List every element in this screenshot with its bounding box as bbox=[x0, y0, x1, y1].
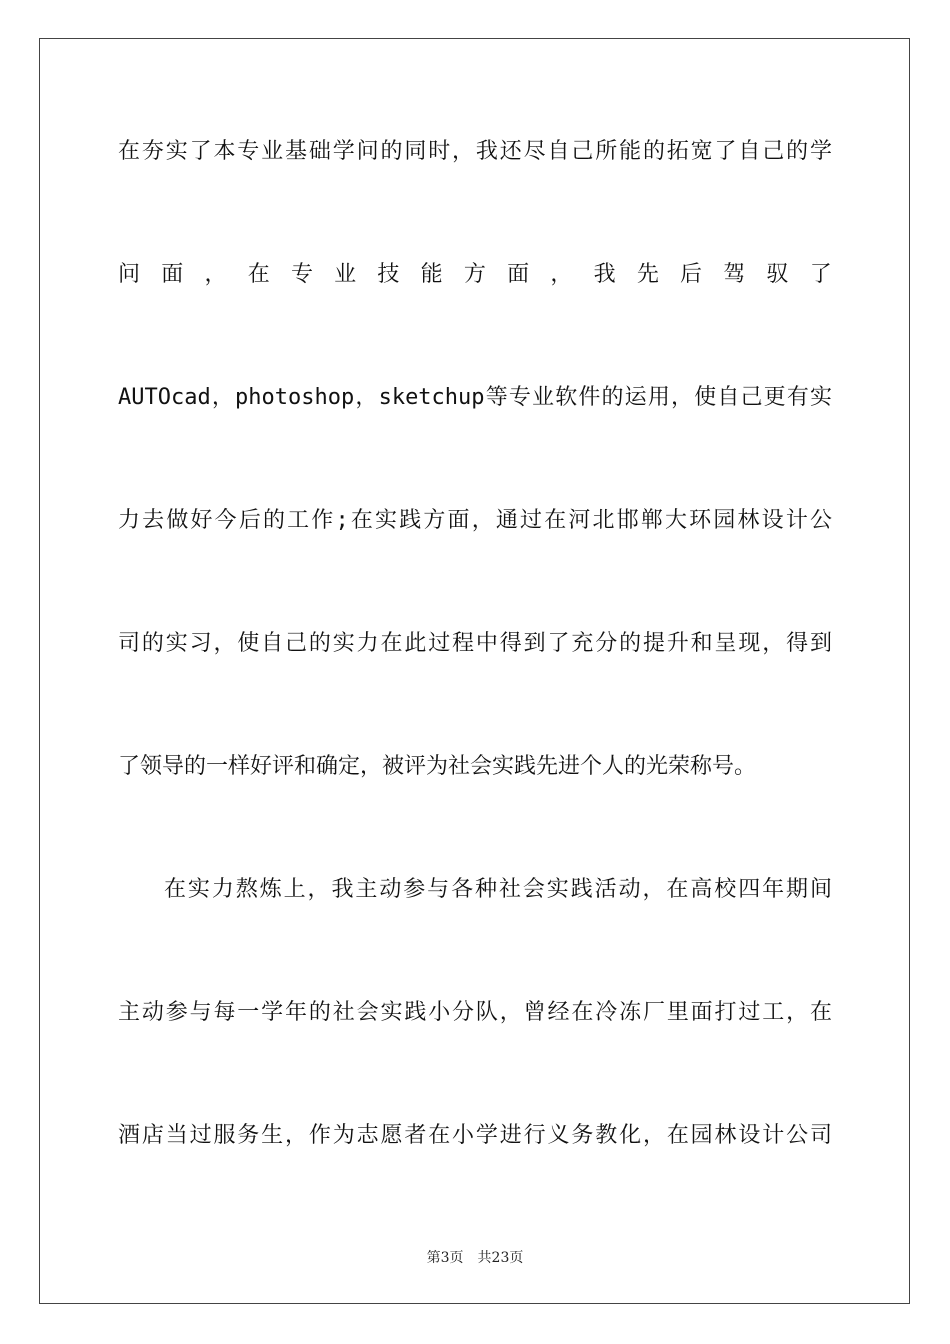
line-2-char: 面 bbox=[507, 262, 530, 287]
body-line-8: 主动参与每一学年的社会实践小分队，曾经在冷冻厂里面打过工，在 bbox=[118, 1000, 832, 1025]
line-2-char: 后 bbox=[680, 262, 703, 287]
line-2-char: 业 bbox=[334, 262, 357, 287]
line-2-char: 在 bbox=[247, 262, 270, 287]
line-2-char: 问 bbox=[118, 262, 141, 287]
line-2-char: 面 bbox=[161, 262, 184, 287]
body-line-9: 酒店当过服务生，作为志愿者在小学进行义务教化，在园林设计公司 bbox=[118, 1123, 832, 1148]
body-line-4: 力去做好今后的工作;在实践方面，通过在河北邯郸大环园林设计公 bbox=[118, 508, 832, 533]
line-2-char: 驾 bbox=[723, 262, 746, 287]
line-2-char: ， bbox=[550, 262, 573, 287]
line-2-char: 我 bbox=[593, 262, 616, 287]
line-2-char: ， bbox=[204, 262, 227, 287]
line-2-char: 方 bbox=[463, 262, 486, 287]
line-2-char: 能 bbox=[420, 262, 443, 287]
body-line-3: AUTOcad，photoshop，sketchup等专业软件的运用，使自己更有实 bbox=[118, 385, 832, 410]
body-line-1: 在夯实了本专业基础学问的同时，我还尽自己所能的拓宽了自己的学 bbox=[118, 139, 832, 164]
line-2-char: 专 bbox=[290, 262, 313, 287]
line-2-char: 驭 bbox=[766, 262, 789, 287]
page-frame bbox=[39, 38, 910, 1304]
page-footer: 第3页 共23页 bbox=[426, 1250, 524, 1266]
body-line-6: 了领导的一样好评和确定，被评为社会实践先进个人的光荣称号。 bbox=[118, 754, 757, 779]
line-2-char: 了 bbox=[809, 262, 832, 287]
body-line-5: 司的实习，使自己的实力在此过程中得到了充分的提升和呈现，得到 bbox=[118, 631, 832, 656]
body-line-2 bbox=[118, 261, 832, 289]
body-line-7: 在实力熬炼上，我主动参与各种社会实践活动，在高校四年期间 bbox=[164, 877, 832, 902]
line-2-char: 先 bbox=[636, 262, 659, 287]
line-2-char: 技 bbox=[377, 262, 400, 287]
